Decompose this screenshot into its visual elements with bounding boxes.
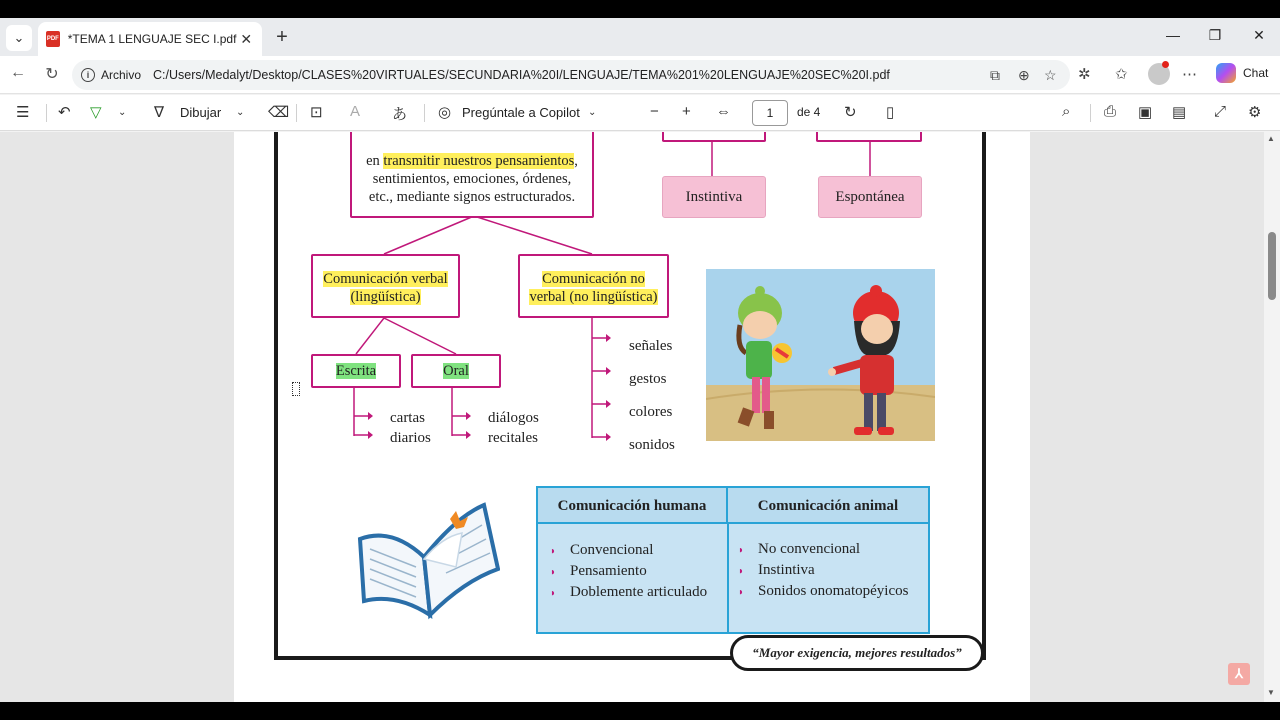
favorite-star-icon[interactable]: ☆ xyxy=(1044,67,1057,83)
page-view-icon[interactable]: ▯ xyxy=(886,104,895,121)
scrollbar-thumb[interactable] xyxy=(1268,232,1276,300)
draw-icon[interactable]: ∇ xyxy=(154,104,165,121)
table-row: ◗ No convencional xyxy=(738,541,861,557)
print-icon[interactable]: ⎙ xyxy=(1104,103,1117,120)
instintiva-box: Instintiva xyxy=(662,176,766,218)
erase-icon[interactable]: ⌫ xyxy=(268,104,290,121)
fit-page-icon[interactable]: ⇔ xyxy=(716,103,731,120)
children-illustration xyxy=(706,269,935,441)
new-tab-icon[interactable]: + xyxy=(276,26,288,48)
settings-gear-icon[interactable]: ⚙ xyxy=(1248,104,1262,121)
animal-trait: Instintiva xyxy=(758,562,815,578)
list-item: colores xyxy=(629,404,673,420)
tab-pdf[interactable] xyxy=(38,22,262,56)
open-book-illustration xyxy=(352,497,500,625)
definition-line-2: sentimientos, emociones, órdenes, xyxy=(372,171,572,187)
address-bar[interactable] xyxy=(72,60,1070,90)
verbal-communication-box xyxy=(311,254,460,318)
address-bar-row xyxy=(0,56,1280,94)
chat-button[interactable]: Chat xyxy=(1243,66,1269,80)
translate-icon[interactable]: あ xyxy=(392,106,408,123)
definition-line-3: etc., mediante signos estructurados. xyxy=(368,189,576,205)
search-icon[interactable]: ⌕ xyxy=(1062,103,1071,120)
restore-icon[interactable]: ❐ xyxy=(1208,27,1222,43)
pdf-page xyxy=(234,132,1030,702)
address-scheme-label: Archivo xyxy=(101,68,142,82)
list-item: señales xyxy=(629,338,673,354)
pdf-toolbar xyxy=(0,95,1280,131)
profile-notification-dot xyxy=(1162,61,1169,68)
list-item: sonidos xyxy=(629,437,675,453)
nonverbal-title-line-2: verbal (no lingüística) xyxy=(529,289,658,305)
read-aloud-icon[interactable]: A xyxy=(350,103,361,120)
definition-highlight: transmitir nuestros pensamientos xyxy=(383,153,575,169)
draw-dropdown-icon[interactable]: ⌄ xyxy=(236,107,245,118)
acrobat-icon[interactable]: ⅄ xyxy=(1228,663,1250,685)
info-icon[interactable]: i xyxy=(81,68,95,82)
human-traits-list xyxy=(550,542,707,605)
verbal-title-line-2: (lingüística) xyxy=(350,289,421,305)
tab-title: *TEMA 1 LENGUAJE SEC I.pdf xyxy=(67,32,237,46)
copilot-pdf-icon[interactable]: ◎ xyxy=(438,104,452,121)
oral-items xyxy=(488,408,539,448)
list-item: diálogos xyxy=(488,410,539,426)
page-number-input[interactable]: 1 xyxy=(752,100,788,126)
extensions-icon[interactable]: ✲ xyxy=(1078,66,1091,83)
list-item: cartas xyxy=(390,410,425,426)
copilot-dropdown-icon[interactable]: ⌄ xyxy=(588,107,597,118)
nonverbal-communication-box xyxy=(518,254,669,318)
vertical-scrollbar[interactable] xyxy=(1264,132,1280,702)
zoom-in-icon[interactable]: + xyxy=(682,103,691,120)
animal-trait: Sonidos onomatopéyicos xyxy=(758,583,909,599)
undo-icon[interactable]: ↶ xyxy=(58,104,71,121)
table-row: ◗ Sonidos onomatopéyicos xyxy=(738,583,909,599)
ask-copilot-button[interactable]: Pregúntale a Copilot xyxy=(462,105,580,120)
table-header-human: Comunicación humana xyxy=(538,488,728,524)
table-row: ◗ Pensamiento xyxy=(550,563,647,579)
motto-badge: “Mayor exigencia, mejores resultados” xyxy=(730,635,984,671)
animal-trait: No convencional xyxy=(758,541,861,557)
text-cursor-marker xyxy=(292,382,300,396)
url-text[interactable]: C:/Users/Medalyt/Desktop/CLASES%20VIRTUALES/SECUNDARIA%20I/LENGUAJE/TEMA%201%20LENGUAJE%20SEC%20I.pdf xyxy=(153,68,890,82)
tab-strip xyxy=(0,18,1280,56)
page-total: de 4 xyxy=(797,105,821,119)
favorites-icon[interactable]: ✩ xyxy=(1115,66,1128,83)
zoom-out-icon[interactable]: − xyxy=(650,103,659,120)
browser-window xyxy=(0,18,1280,702)
list-item: gestos xyxy=(629,371,667,387)
highlight-icon[interactable]: ▽ xyxy=(90,104,102,121)
save-icon[interactable]: ▣ xyxy=(1138,104,1153,121)
human-trait: Convencional xyxy=(570,542,654,558)
verbal-title-line-1: Comunicación verbal xyxy=(323,271,448,287)
oral-box xyxy=(411,354,501,388)
escrita-box xyxy=(311,354,401,388)
comparison-table xyxy=(536,486,930,634)
draw-button[interactable]: Dibujar xyxy=(180,105,222,120)
definition-box xyxy=(350,132,594,218)
back-icon[interactable]: ← xyxy=(10,64,26,81)
nonverbal-title-line-1: Comunicación no xyxy=(542,271,645,287)
highlight-dropdown-icon[interactable]: ⌄ xyxy=(118,107,127,118)
contents-list-icon[interactable]: ☰ xyxy=(16,104,30,121)
save-as-icon[interactable]: ▤ xyxy=(1172,104,1187,121)
immersive-reader-icon[interactable]: ⧉ xyxy=(990,67,1000,83)
table-row: ◗ Doblemente articulado xyxy=(550,584,708,600)
definition-suffix: , xyxy=(574,153,578,169)
more-menu-icon[interactable]: ⋯ xyxy=(1182,66,1197,83)
table-row: ◗ Instintiva xyxy=(738,562,815,578)
pdf-viewer[interactable] xyxy=(0,132,1264,702)
escrita-label: Escrita xyxy=(335,363,377,379)
escrita-items xyxy=(390,408,431,448)
table-header-animal: Comunicación animal xyxy=(728,488,928,524)
tab-actions-menu-icon[interactable]: ⌄ xyxy=(6,25,32,51)
rotate-icon[interactable]: ↻ xyxy=(844,104,857,121)
fullscreen-icon[interactable]: ⤢ xyxy=(1214,103,1227,120)
close-window-icon[interactable]: ✕ xyxy=(1253,27,1265,43)
definition-prefix: en xyxy=(366,153,384,169)
human-trait: Pensamiento xyxy=(570,563,647,579)
minimize-icon[interactable]: — xyxy=(1166,27,1180,43)
nonverbal-items xyxy=(629,330,675,462)
scroll-down-icon[interactable]: ▼ xyxy=(1267,688,1275,697)
human-trait: Doblemente articulado xyxy=(570,584,708,600)
list-item: diarios xyxy=(390,430,431,446)
table-row: ◗ Convencional xyxy=(550,542,654,558)
list-item: recitales xyxy=(488,430,538,446)
animal-traits-list xyxy=(738,541,908,604)
scroll-up-icon[interactable]: ▲ xyxy=(1267,134,1275,143)
reload-icon[interactable]: ↻ xyxy=(45,66,59,83)
oral-label: Oral xyxy=(443,363,469,379)
copilot-icon[interactable] xyxy=(1216,63,1236,83)
upper-box-right xyxy=(816,132,922,142)
espontanea-box: Espontánea xyxy=(818,176,922,218)
upper-box-left xyxy=(662,132,766,142)
table-divider xyxy=(727,524,729,632)
close-tab-icon[interactable]: ✕ xyxy=(240,30,253,47)
add-text-icon[interactable]: ⊡ xyxy=(310,104,323,121)
pdf-file-icon: PDF xyxy=(46,31,60,47)
zoom-icon[interactable]: ⊕ xyxy=(1018,67,1030,83)
